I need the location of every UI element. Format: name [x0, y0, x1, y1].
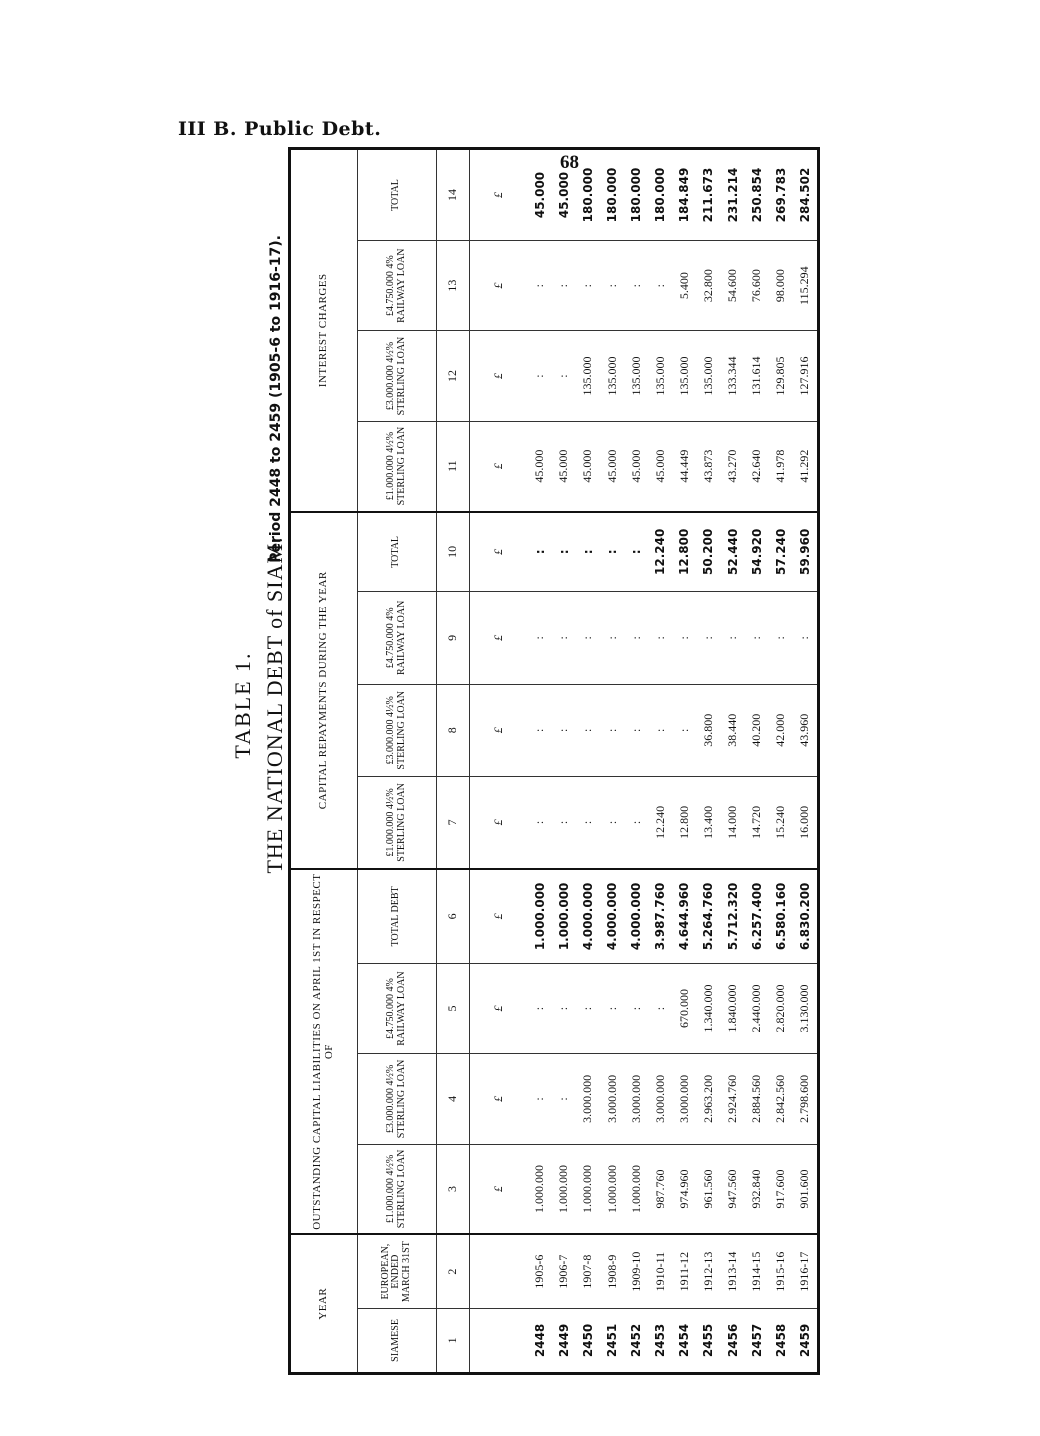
table-cell: : [672, 592, 696, 684]
table-cell: : [552, 1054, 576, 1144]
table-cell: : [552, 241, 576, 331]
unit-cell: £ [469, 776, 528, 868]
table-cell: 1908-9 [600, 1234, 624, 1308]
table-cell: : [648, 241, 672, 331]
table-cell: 1.000.000 [552, 869, 576, 964]
table-cell: : [600, 592, 624, 684]
table-cell: 2.963.200 [696, 1054, 720, 1144]
column-number: 1 [436, 1308, 469, 1372]
table-cell: 184.849 [672, 150, 696, 241]
table-cell: 13.400 [696, 776, 720, 868]
table-cell: 14.000 [721, 776, 745, 868]
column-number: 7 [436, 776, 469, 868]
table-cell: 131.614 [745, 331, 769, 421]
table-row [745, 150, 769, 1372]
table-cell: 2456 [725, 1323, 740, 1358]
table-cell: 2453 [653, 1323, 668, 1358]
table-cell: 917.600 [769, 1144, 793, 1234]
table-cell: : [528, 331, 552, 421]
table-cell: : [600, 963, 624, 1053]
table-cell: 45.000 [552, 421, 576, 511]
table-cell: 50.200 [696, 512, 720, 592]
column-number: 9 [436, 592, 469, 684]
table-cell: 135.000 [696, 331, 720, 421]
table-cell: 1915-16 [769, 1234, 793, 1308]
table-cell: 3.000.000 [624, 1054, 648, 1144]
table-cell: 2458 [773, 1323, 788, 1358]
table-cell: 32.800 [696, 241, 720, 331]
table-cell: 1911-12 [672, 1234, 696, 1308]
column-header: £4.750.000 4% RAILWAY LOAN [357, 963, 436, 1053]
column-header: TOTAL [357, 150, 436, 241]
column-header: £3.000.000 4½% STERLING LOAN [357, 331, 436, 421]
table-row [769, 150, 793, 1372]
table-cell: : [528, 684, 552, 776]
table-cell: 12.800 [672, 512, 696, 592]
table-cell: 180.000 [624, 150, 648, 241]
table-cell: : [648, 963, 672, 1053]
column-number: 10 [436, 512, 469, 592]
table-row [600, 150, 624, 1372]
table-cell: 12.240 [648, 512, 672, 592]
table-row [552, 150, 576, 1372]
table-cell: 43.873 [696, 421, 720, 511]
column-header: £4.750.000 4% RAILWAY LOAN [357, 241, 436, 331]
table-row [528, 150, 552, 1372]
table-cell: 1.000.000 [600, 1144, 624, 1234]
table-cell: : [672, 684, 696, 776]
table-cell: 76.600 [745, 241, 769, 331]
table-cell: 180.000 [648, 150, 672, 241]
table-cell: 52.440 [721, 512, 745, 592]
table-cell: : [528, 592, 552, 684]
table-cell: 4.000.000 [600, 869, 624, 964]
group-year: YEAR [316, 1287, 329, 1320]
table-cell: 250.854 [745, 150, 769, 241]
group-repayments: CAPITAL REPAYMENTS DURING THE YEAR [291, 512, 357, 869]
table-row [793, 150, 817, 1372]
table-cell: 57.240 [769, 512, 793, 592]
table-cell: 2451 [605, 1323, 620, 1358]
table-row [696, 150, 720, 1372]
table-cell: : [552, 331, 576, 421]
table-cell: 2448 [532, 1323, 547, 1358]
table-cell: 2454 [677, 1323, 692, 1358]
table-cell: 38.440 [721, 684, 745, 776]
table-cell: 115.294 [793, 241, 817, 331]
table-cell: : [745, 592, 769, 684]
table-cell: 231.214 [721, 150, 745, 241]
table-cell: 16.000 [793, 776, 817, 868]
table-cell: 5.264.760 [696, 869, 720, 964]
table-cell: 135.000 [576, 331, 600, 421]
column-header: EUROPEAN, ENDED MARCH 31ST [357, 1234, 436, 1308]
table-cell: 1912-13 [696, 1234, 720, 1308]
group-interest: INTEREST CHARGES [291, 150, 357, 512]
table-cell: 45.000 [528, 150, 552, 241]
table-cell: 2.798.600 [793, 1054, 817, 1144]
table-cell: 1913-14 [721, 1234, 745, 1308]
table-cell: 1.840.000 [721, 963, 745, 1053]
table-cell: 3.000.000 [672, 1054, 696, 1144]
unit-cell: £ [469, 241, 528, 331]
unit-cell: £ [469, 1054, 528, 1144]
column-header: £1.000.000 4½% STERLING LOAN [357, 421, 436, 511]
table-cell: 1905-6 [528, 1234, 552, 1308]
table-cell: 42.000 [769, 684, 793, 776]
table-cell: 135.000 [624, 331, 648, 421]
column-header: TOTAL DEBT [357, 869, 436, 964]
period-label: Period 2448 to 2459 (1905-6 to 1916-17). [268, 235, 284, 563]
rotated-table-block [230, 0, 840, 1435]
table-cell: 1907-8 [576, 1234, 600, 1308]
table-cell: : [528, 512, 552, 592]
table-cell: 1909-10 [624, 1234, 648, 1308]
table-cell: 54.920 [745, 512, 769, 592]
table-cell: 42.640 [745, 421, 769, 511]
table-cell: 670.000 [672, 963, 696, 1053]
table-cell: 129.805 [769, 331, 793, 421]
table-cell: 59.960 [793, 512, 817, 592]
table-cell: : [600, 241, 624, 331]
table-cell: 127.916 [793, 331, 817, 421]
table-cell: 974.960 [672, 1144, 696, 1234]
table-cell: 12.240 [648, 776, 672, 868]
table-cell: : [552, 963, 576, 1053]
table-cell: 1910-11 [648, 1234, 672, 1308]
table-cell: 45.000 [600, 421, 624, 511]
table-cell: 6.257.400 [745, 869, 769, 964]
unit-cell: £ [469, 869, 528, 964]
table-cell: 54.600 [721, 241, 745, 331]
table-cell: : [576, 684, 600, 776]
table-cell: 3.000.000 [600, 1054, 624, 1144]
table-cell: 1.000.000 [528, 869, 552, 964]
table-title: TABLE 1. [230, 651, 255, 759]
table-cell: : [600, 684, 624, 776]
table-cell: : [576, 512, 600, 592]
table-cell: : [528, 963, 552, 1053]
table-cell: 2.884.560 [745, 1054, 769, 1144]
table-cell: : [721, 592, 745, 684]
unit-cell [469, 1308, 528, 1372]
table-cell: 41.978 [769, 421, 793, 511]
table-cell: : [793, 592, 817, 684]
table-cell: 36.800 [696, 684, 720, 776]
table-cell: 269.783 [769, 150, 793, 241]
table-cell: 1916-17 [793, 1234, 817, 1308]
table-cell: 45.000 [528, 421, 552, 511]
table-cell: 1.340.000 [696, 963, 720, 1053]
table-cell: 2455 [701, 1323, 716, 1358]
column-number: 4 [436, 1054, 469, 1144]
table-cell: 135.000 [648, 331, 672, 421]
table-cell: 901.600 [793, 1144, 817, 1234]
table-cell: 14.720 [745, 776, 769, 868]
table-cell: : [624, 963, 648, 1053]
table-cell: 98.000 [769, 241, 793, 331]
table-cell: 961.560 [696, 1144, 720, 1234]
table-cell: 135.000 [672, 331, 696, 421]
column-number: 3 [436, 1144, 469, 1234]
table-cell: 3.000.000 [648, 1054, 672, 1144]
unit-cell: £ [469, 1144, 528, 1234]
group-outstanding: OUTSTANDING CAPITAL LIABILITIES ON APRIL 1ST IN RESPECT OF [291, 869, 357, 1235]
table-cell: : [648, 592, 672, 684]
column-number: 13 [436, 241, 469, 331]
table-cell: 5.712.320 [721, 869, 745, 964]
table-cell: 6.830.200 [793, 869, 817, 964]
table-cell: 45.000 [576, 421, 600, 511]
table-cell: : [528, 776, 552, 868]
table-cell: 284.502 [793, 150, 817, 241]
unit-cell [469, 1234, 528, 1308]
column-number: 8 [436, 684, 469, 776]
table-cell: 1914-15 [745, 1234, 769, 1308]
table-cell: 2452 [629, 1323, 644, 1358]
column-header: £1.000.000 4½% STERLING LOAN [357, 1144, 436, 1234]
column-header: SIAMESE [357, 1308, 436, 1372]
table-cell: 1906-7 [552, 1234, 576, 1308]
table-cell: 2459 [797, 1323, 812, 1358]
column-number: 5 [436, 963, 469, 1053]
table-cell: 2449 [556, 1323, 571, 1358]
column-header: £4.750.000 4% RAILWAY LOAN [357, 592, 436, 684]
table-cell: 5.400 [672, 241, 696, 331]
table-cell: 987.760 [648, 1144, 672, 1234]
unit-cell: £ [469, 963, 528, 1053]
table-cell: : [624, 684, 648, 776]
column-number: 12 [436, 331, 469, 421]
table-cell: : [576, 241, 600, 331]
table-cell: 1.000.000 [576, 1144, 600, 1234]
unit-cell: £ [469, 150, 528, 241]
column-number: 11 [436, 421, 469, 511]
debt-table [288, 147, 820, 1375]
table-cell: 3.000.000 [576, 1054, 600, 1144]
table-cell: 1.000.000 [528, 1144, 552, 1234]
table-cell: 15.240 [769, 776, 793, 868]
table-subtitle: THE NATIONAL DEBT of SIAM. [262, 536, 287, 874]
table-cell: : [552, 592, 576, 684]
table-cell: : [624, 241, 648, 331]
unit-cell: £ [469, 684, 528, 776]
table-cell: 44.449 [672, 421, 696, 511]
table-cell: : [624, 776, 648, 868]
table-cell: 932.840 [745, 1144, 769, 1234]
column-number: 2 [436, 1234, 469, 1308]
table-cell: 6.580.160 [769, 869, 793, 964]
table-cell: : [528, 1054, 552, 1144]
table-cell: 2457 [749, 1323, 764, 1358]
unit-cell: £ [469, 331, 528, 421]
table-cell: 135.000 [600, 331, 624, 421]
column-header: TOTAL [357, 512, 436, 592]
table-cell: 3.130.000 [793, 963, 817, 1053]
table-cell: : [624, 512, 648, 592]
table-cell: 133.344 [721, 331, 745, 421]
table-cell: : [552, 512, 576, 592]
table-cell: : [552, 776, 576, 868]
table-cell: 45.000 [624, 421, 648, 511]
table-cell: 211.673 [696, 150, 720, 241]
table-cell: 4.644.960 [672, 869, 696, 964]
table-cell: 2.842.560 [769, 1054, 793, 1144]
table-row [576, 150, 600, 1372]
column-header: £3.000.000 4½% STERLING LOAN [357, 1054, 436, 1144]
table-cell: 4.000.000 [624, 869, 648, 964]
table-cell: 45.000 [552, 150, 576, 241]
table-cell: : [600, 512, 624, 592]
page-number: 68 [560, 152, 579, 173]
table-cell: : [769, 592, 793, 684]
table-cell: 2.924.760 [721, 1054, 745, 1144]
table-cell: 12.800 [672, 776, 696, 868]
table-cell: : [624, 592, 648, 684]
table-cell: 43.270 [721, 421, 745, 511]
table-row [624, 150, 648, 1372]
table-row [721, 150, 745, 1372]
table-cell: : [696, 592, 720, 684]
table-cell: : [528, 241, 552, 331]
table-cell: 45.000 [648, 421, 672, 511]
table-cell: : [576, 963, 600, 1053]
unit-cell: £ [469, 592, 528, 684]
table-row [648, 150, 672, 1372]
table-cell: : [576, 776, 600, 868]
table-cell: 180.000 [600, 150, 624, 241]
table-cell: 3.987.760 [648, 869, 672, 964]
table-cell: 4.000.000 [576, 869, 600, 964]
table-cell: : [600, 776, 624, 868]
table-cell: 2.440.000 [745, 963, 769, 1053]
table-cell: 1.000.000 [624, 1144, 648, 1234]
table-cell: 41.292 [793, 421, 817, 511]
table-cell: : [552, 684, 576, 776]
table-cell: 180.000 [576, 150, 600, 241]
table-cell: 40.200 [745, 684, 769, 776]
table-cell: 947.560 [721, 1144, 745, 1234]
table-row [672, 150, 696, 1372]
table-cell: 1.000.000 [552, 1144, 576, 1234]
unit-cell: £ [469, 512, 528, 592]
section-label: III B. Public Debt. [178, 118, 382, 140]
table-cell: 2450 [580, 1323, 595, 1358]
table-cell: : [576, 592, 600, 684]
table-cell: 43.960 [793, 684, 817, 776]
table-cell: : [648, 684, 672, 776]
unit-cell: £ [469, 421, 528, 511]
column-number: 14 [436, 150, 469, 241]
column-number: 6 [436, 869, 469, 964]
column-header: £1.000.000 4½% STERLING LOAN [357, 776, 436, 868]
column-header: £3.000.000 4½% STERLING LOAN [357, 684, 436, 776]
table-cell: 2.820.000 [769, 963, 793, 1053]
